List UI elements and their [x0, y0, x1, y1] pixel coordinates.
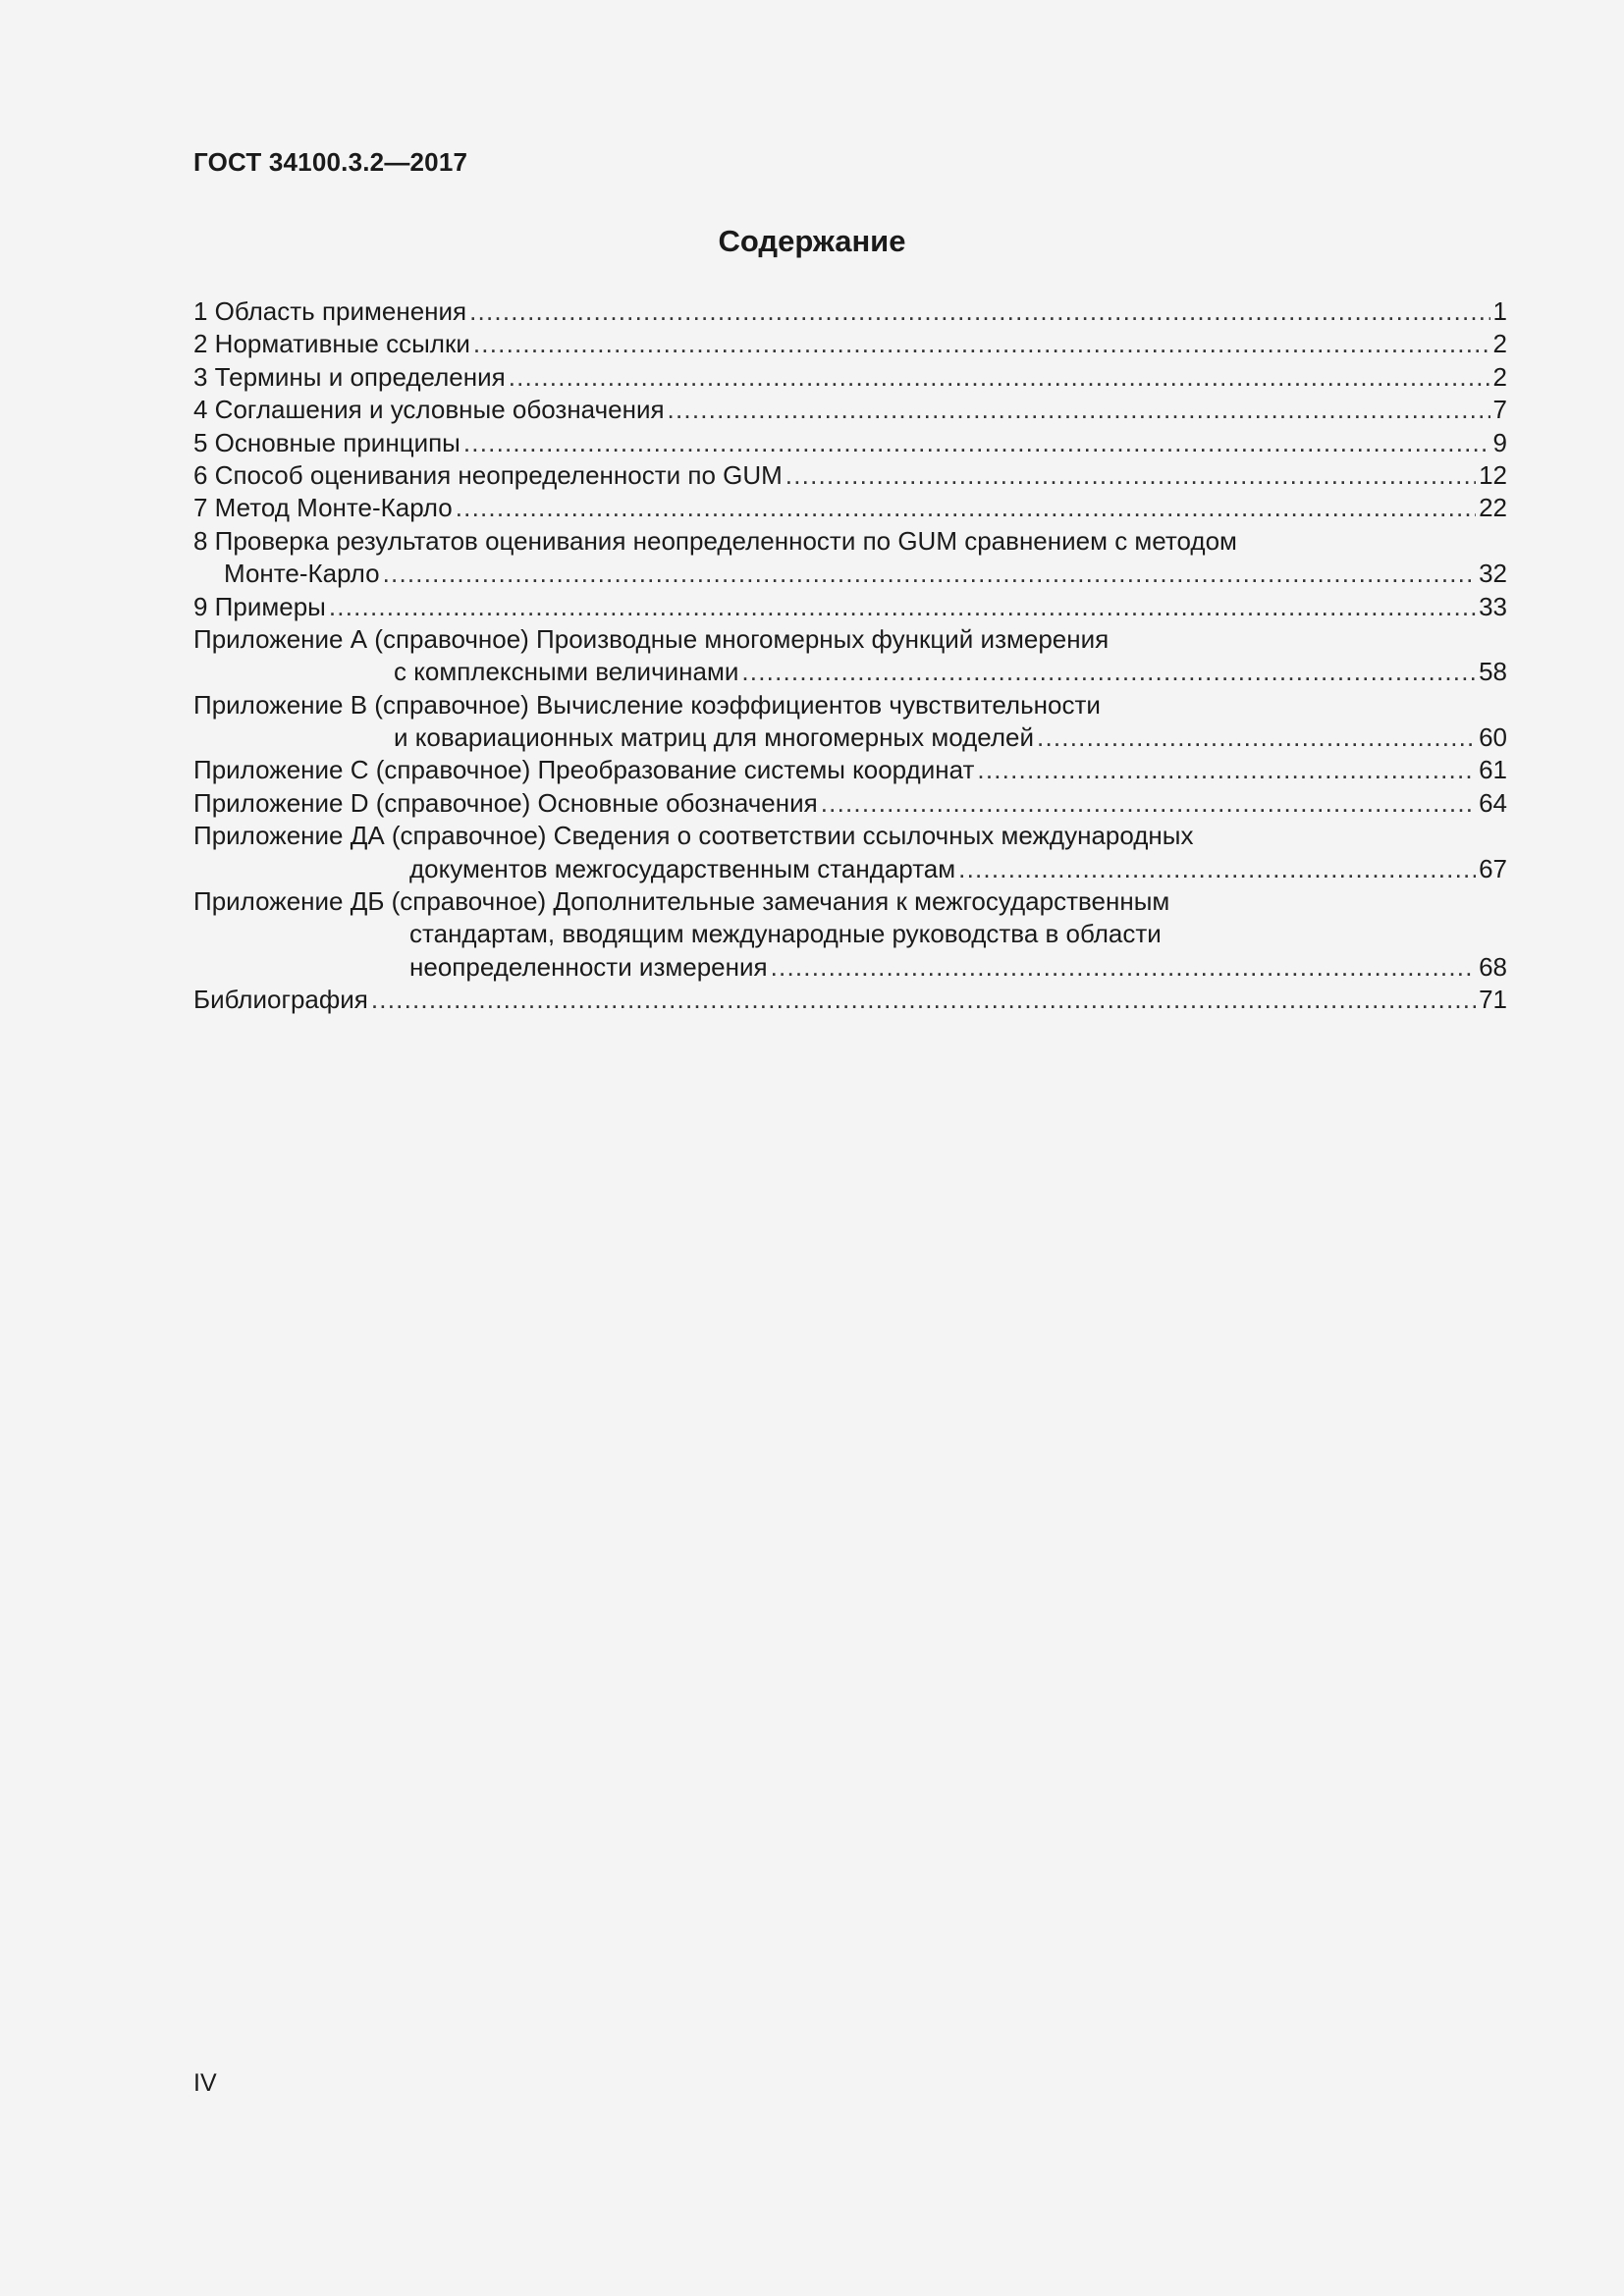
- toc-page-number: 64: [1479, 787, 1507, 818]
- toc-entry-title: стандартам, вводящим международные руководства в области: [409, 919, 1162, 949]
- toc-entry-title: 8 Проверка результатов оценивания неопределенности по GUM сравнением с методом: [193, 525, 1237, 556]
- toc-page-number: 67: [1479, 853, 1507, 883]
- toc-entry-appendix-da-line1[interactable]: [193, 820, 1507, 852]
- toc-page-number: 33: [1479, 591, 1507, 621]
- toc-entry-title: 4 Соглашения и условные обозначения: [193, 395, 665, 425]
- toc-page-number: 61: [1479, 755, 1507, 785]
- toc-entry-appendix-db-line1[interactable]: [193, 885, 1507, 918]
- toc-entry-title: Приложение С (справочное) Преобразование системы координат: [193, 755, 975, 785]
- toc-entry-3[interactable]: [193, 361, 1507, 394]
- toc-dot-leader: [668, 394, 1490, 426]
- toc-dot-leader: [1037, 721, 1476, 754]
- toc-entry-title: 1 Область применения: [193, 296, 467, 326]
- toc-entry-title: неопределенности измерения: [409, 951, 768, 982]
- toc-entry-title: 6 Способ оценивания неопределенности по GUM: [193, 459, 783, 490]
- toc-entry-appendix-c[interactable]: [193, 754, 1507, 786]
- toc-page-number: 32: [1479, 559, 1507, 589]
- toc-page-number: 60: [1479, 722, 1507, 753]
- toc-page-number: 12: [1479, 459, 1507, 490]
- page-number: IV: [193, 2069, 217, 2097]
- toc-entry-4[interactable]: [193, 394, 1507, 426]
- toc-entry-appendix-b[interactable]: [193, 721, 1507, 754]
- page-title: Содержание: [718, 224, 906, 258]
- toc-page-number: 58: [1479, 657, 1507, 687]
- toc-dot-leader: [771, 951, 1476, 984]
- toc-entry-title: Монте-Карло: [224, 559, 380, 589]
- toc-dot-leader: [371, 984, 1476, 1016]
- toc-entry-appendix-db-line2[interactable]: [193, 918, 1507, 950]
- toc-page-number: 7: [1492, 395, 1507, 425]
- toc-dot-leader: [958, 853, 1476, 885]
- toc-entry-appendix-db[interactable]: [193, 951, 1507, 984]
- toc-dot-leader: [785, 459, 1476, 492]
- toc-entry-appendix-a-line1[interactable]: [193, 623, 1507, 656]
- document-code: ГОСТ 34100.3.2—2017: [193, 147, 468, 177]
- toc-dot-leader: [509, 361, 1490, 394]
- toc-entry-title: 9 Примеры: [193, 591, 326, 621]
- toc-page-number: 22: [1479, 493, 1507, 523]
- toc-dot-leader: [741, 656, 1476, 688]
- toc-entry-title: Приложение В (справочное) Вычисление коэффициентов чувствительности: [193, 689, 1101, 720]
- toc-page-number: 2: [1492, 361, 1507, 392]
- toc-entry-title: Приложение А (справочное) Производные многомерных функций измерения: [193, 623, 1110, 654]
- toc-entry-title: 3 Термины и определения: [193, 361, 506, 392]
- toc-dot-leader: [473, 328, 1490, 360]
- toc-entry-title: и ковариационных матриц для многомерных моделей: [394, 722, 1035, 753]
- toc-page-number: 1: [1492, 296, 1507, 326]
- toc-entry-title: 2 Нормативные ссылки: [193, 329, 470, 359]
- toc-entry-title: Библиография: [193, 985, 368, 1015]
- toc-entry-1[interactable]: [193, 295, 1507, 328]
- table-of-contents: [193, 295, 1507, 1017]
- toc-entry-9[interactable]: [193, 591, 1507, 623]
- toc-entry-title: с комплексными величинами: [394, 657, 739, 687]
- toc-page-number: 2: [1492, 329, 1507, 359]
- toc-page-number: 9: [1492, 427, 1507, 457]
- toc-entry-title: Приложение ДБ (справочное) Дополнительные замечания к межгосударственным: [193, 886, 1170, 917]
- toc-dot-leader: [329, 591, 1476, 623]
- toc-page-number: 71: [1479, 985, 1507, 1015]
- toc-entry-title: документов межгосударственным стандартам: [409, 853, 956, 883]
- toc-entry-6[interactable]: [193, 459, 1507, 492]
- toc-entry-appendix-da[interactable]: [193, 853, 1507, 885]
- toc-entry-appendix-a[interactable]: [193, 656, 1507, 688]
- toc-dot-leader: [383, 558, 1476, 590]
- toc-dot-leader: [469, 295, 1489, 328]
- toc-entry-title: 7 Метод Монте-Карло: [193, 493, 453, 523]
- toc-entry-title: Приложение D (справочное) Основные обозначения: [193, 787, 818, 818]
- toc-entry-appendix-d[interactable]: [193, 787, 1507, 820]
- toc-page-number: 68: [1479, 951, 1507, 982]
- toc-dot-leader: [977, 754, 1476, 786]
- toc-dot-leader: [821, 787, 1476, 820]
- toc-entry-7[interactable]: [193, 492, 1507, 524]
- toc-entry-appendix-b-line1[interactable]: [193, 689, 1507, 721]
- toc-entry-bibliography[interactable]: [193, 984, 1507, 1016]
- toc-entry-5[interactable]: [193, 427, 1507, 459]
- toc-entry-title: 5 Основные принципы: [193, 427, 460, 457]
- toc-entry-2[interactable]: [193, 328, 1507, 360]
- toc-entry-8-line1[interactable]: [193, 525, 1507, 558]
- toc-dot-leader: [456, 492, 1476, 524]
- toc-dot-leader: [463, 427, 1490, 459]
- toc-entry-8[interactable]: [193, 558, 1507, 590]
- toc-entry-title: Приложение ДА (справочное) Сведения о соответствии ссылочных международных: [193, 821, 1194, 851]
